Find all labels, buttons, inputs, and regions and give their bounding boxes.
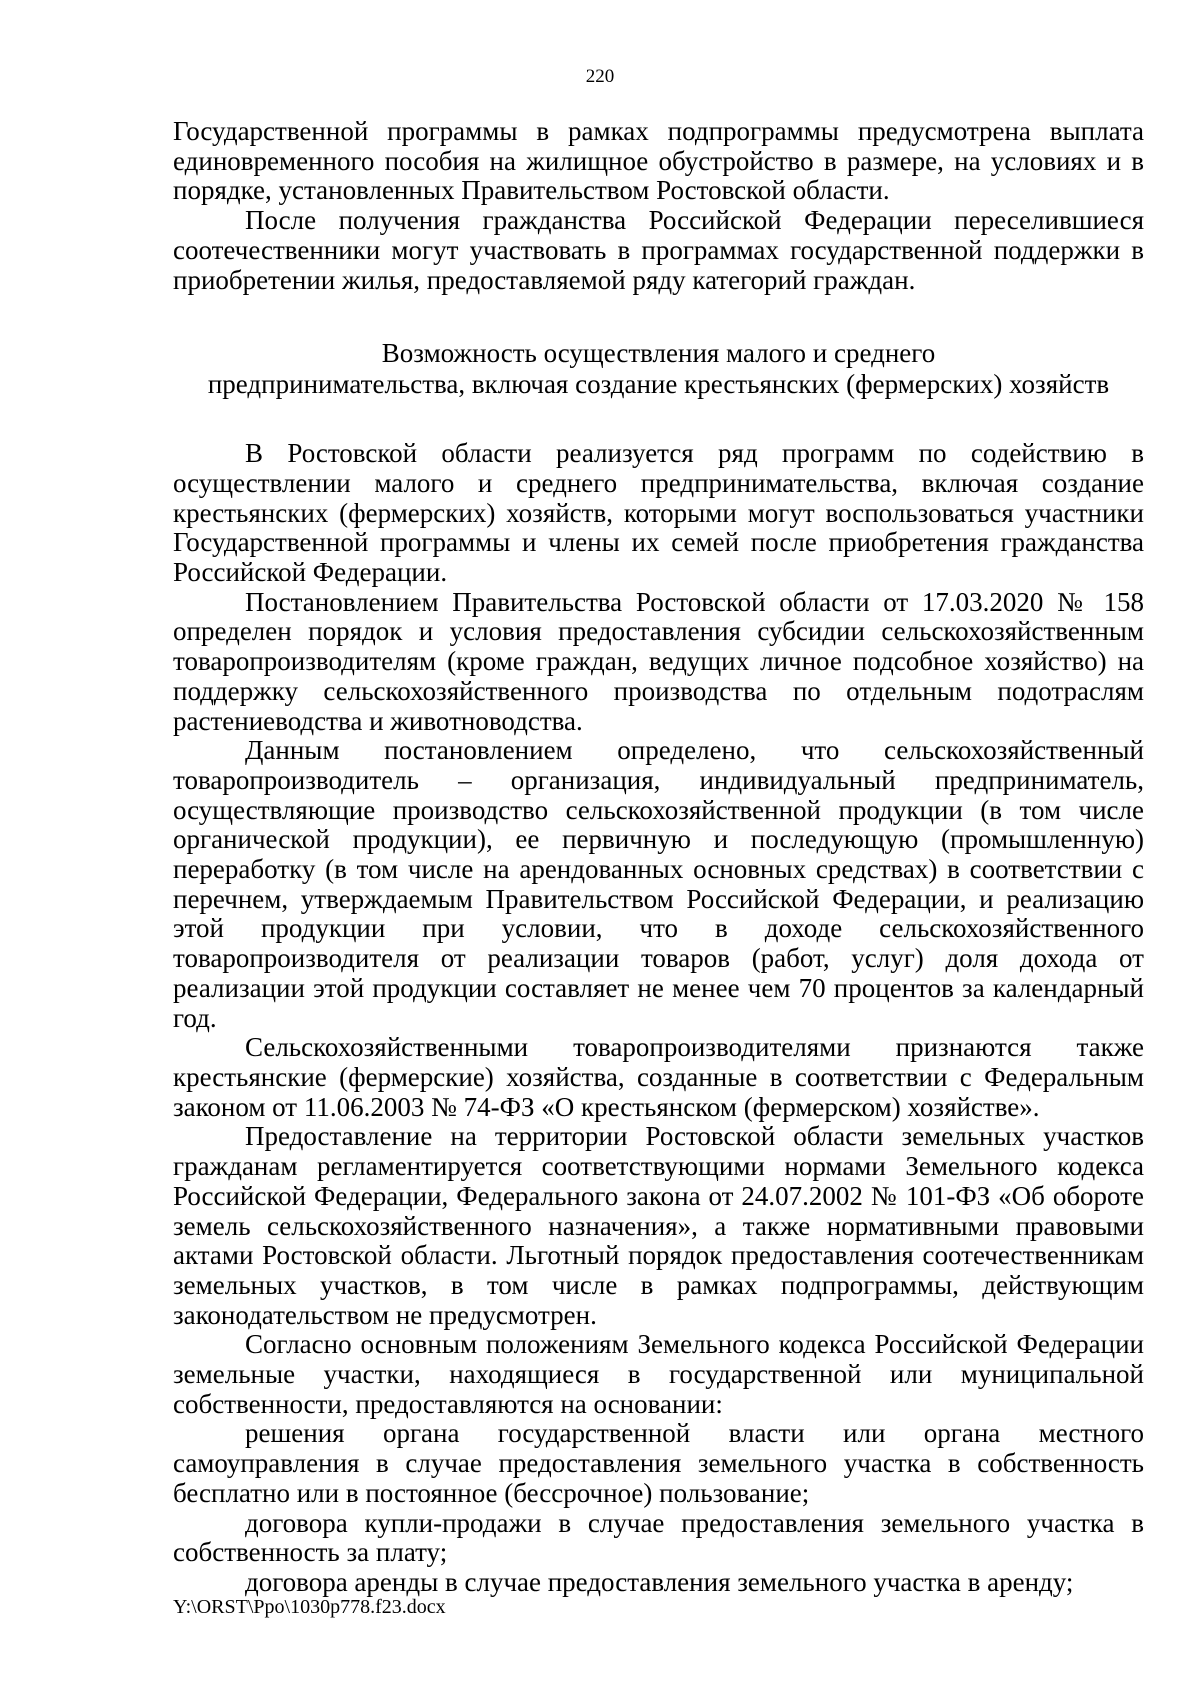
list-item: решения органа государственной власти или органа местного самоуправления в случае предоставления земельного участка в собственность бесплатно или в постоянное (бессрочное) пользование;	[173, 1418, 1144, 1508]
file-path-footer: Y:\ORST\Ppo\1030p778.f23.docx	[173, 1596, 446, 1618]
paragraph: Государственной программы в рамках подпрограммы предусмотрена выплата единовременного пособия на жилищное обустройство в размере, на условиях и в порядке, установленных Правительством Ростовской области.	[173, 116, 1144, 206]
paragraph: Данным постановлением определено, что сельскохозяйственный товаропроизводитель – организация, индивидуальный предприниматель, осуществляющие производство сельскохозяйственной продукции (в том числе органической продукции), ее первичную и последующую (промышленную) переработку (в том числе на арендованных основных средствах) в соответствии с перечнем, утверждаемым Правительством Российской Федерации, и реализацию этой продукции при условии, что в доходе сельскохозяйственного товаропроизводителя от реализации товаров (работ, услуг) доля дохода от реализации этой продукции составляет не менее чем 70 процентов за календарный год.	[173, 735, 1144, 1033]
list-item: договора аренды в случае предоставления земельного участка в аренду;	[245, 1566, 1074, 1597]
paragraph: Постановлением Правительства Ростовской области от 17.03.2020 № 158 определен порядок и условия предоставления субсидии сельскохозяйственным товаропроизводителям (кроме граждан, ведущих личное подсобное хозяйство) на поддержку сельскохозяйственного производства по отдельным подотраслям растениеводства и животноводства.	[173, 586, 1144, 736]
list-item: договора купли-продажи в случае предоставления земельного участка в собственность за плату;	[173, 1507, 1144, 1568]
paragraph: После получения гражданства Российской Федерации переселившиеся соотечественники могут участвовать в программах государственной поддержки в приобретении жилья, предоставляемой ряду категорий граждан.	[173, 205, 1144, 295]
paragraph: Предоставление на территории Ростовской области земельных участков гражданам регламентируется соответствующими нормами Земельного кодекса Российской Федерации, Федерального закона от 24.07.2002 № 101-ФЗ «Об обороте земель сельскохозяйственного назначения», а также нормативными правовыми актами Ростовской области. Льготный порядок предоставления соотечественникам земельных участков, в том числе в рамках подпрограммы, действующим законодательством не предусмотрен.	[173, 1121, 1144, 1330]
paragraph: Согласно основным положениям Земельного кодекса Российской Федерации земельные участки, находящиеся в государственной или муниципальной собственности, предоставляются на основании:	[173, 1329, 1144, 1419]
section-heading	[173, 338, 1144, 400]
section-heading-line: Возможность осуществления малого и среднего	[381, 338, 936, 369]
page-number: 220	[585, 66, 615, 87]
document-body	[173, 117, 1144, 1598]
paragraph: Сельскохозяйственными товаропроизводителями признаются также крестьянские (фермерские) хозяйства, созданные в соответствии с Федеральным законом от 11.06.2003 № 74-ФЗ «О крестьянском (фермерском) хозяйстве».	[173, 1032, 1144, 1122]
section-heading-line: предпринимательства, включая создание крестьянских (фермерских) хозяйств	[207, 369, 1110, 400]
paragraph: В Ростовской области реализуется ряд программ по содействию в осуществлении малого и среднего предпринимательства, включая создание крестьянских (фермерских) хозяйств, которыми могут воспользоваться участники Государственной программы и члены их семей после приобретения гражданства Российской Федерации.	[173, 438, 1144, 588]
